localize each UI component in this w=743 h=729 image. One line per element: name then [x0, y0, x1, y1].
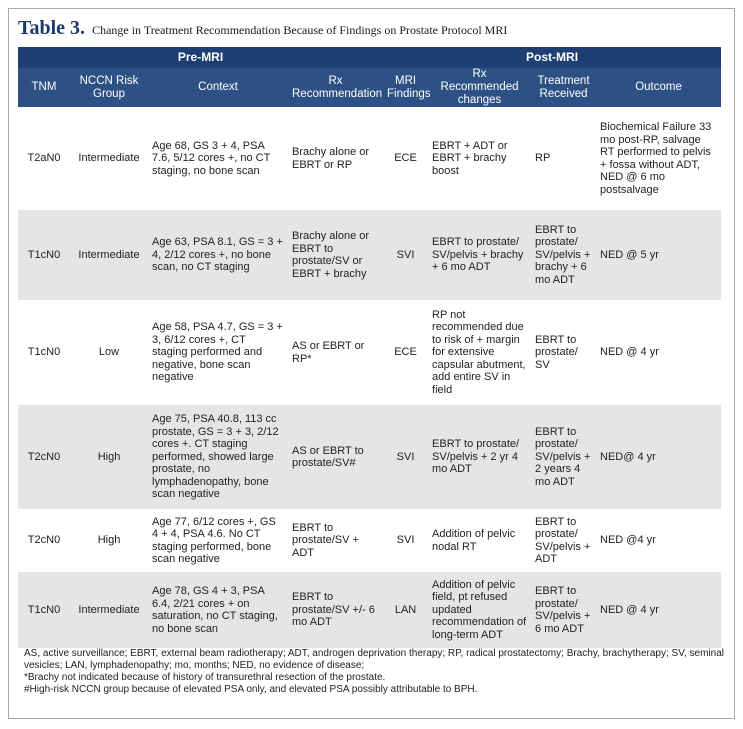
footnote-asterisk: *Brachy not indicated because of history of transurethral resection of the prostate. [24, 672, 386, 683]
cell-tnm: T2cN0 [18, 405, 70, 509]
column-header: Rx Recommended changes [428, 68, 531, 107]
column-header: MRI Findings [383, 68, 428, 107]
cell-rx-changes: Addition of pelvic nodal RT [428, 509, 531, 572]
cell-rx-changes: Addition of pelvic field, pt refused updated recommendation of long-term ADT [428, 572, 531, 648]
cell-treatment-received: EBRT to prostate/ SV/pelvis + 6 mo ADT [531, 572, 596, 648]
cell-risk-group: High [70, 405, 148, 509]
group-header-post: Post-MRI [383, 47, 721, 68]
cell-treatment-received: EBRT to prostate/ SV/pelvis + 2 years 4 mo ADT [531, 405, 596, 509]
cell-context: Age 77, 6/12 cores +, GS 4 + 4, PSA 4.6. No CT staging performed, bone scan negative [148, 509, 288, 572]
cell-tnm: T2cN0 [18, 509, 70, 572]
cell-rx-recommendation: Brachy alone or EBRT or RP [288, 107, 383, 210]
cell-treatment-received: EBRT to prostate/ SV/pelvis + brachy + 6 mo ADT [531, 210, 596, 300]
cell-rx-changes: EBRT to prostate/ SV/pelvis + brachy + 6 mo ADT [428, 210, 531, 300]
cell-outcome: NED @ 5 yr [596, 210, 721, 300]
cell-mri-findings: ECE [383, 300, 428, 405]
cell-tnm: T1cN0 [18, 572, 70, 648]
cell-rx-recommendation: Brachy alone or EBRT to prostate/SV or EBRT + brachy [288, 210, 383, 300]
cell-rx-changes: RP not recommended due to risk of + margin for extensive capsular abutment, add entire SV in field [428, 300, 531, 405]
table-label: Table 3. [18, 17, 86, 39]
group-header-pre: Pre-MRI [18, 47, 383, 68]
cell-treatment-received: EBRT to prostate/ SV/pelvis + ADT [531, 509, 596, 572]
cell-treatment-received: EBRT to prostate/ SV [531, 300, 596, 405]
table-title [18, 17, 507, 40]
cell-outcome: NED @ 4 yr [596, 572, 721, 648]
cell-context: Age 58, PSA 4.7, GS = 3 + 3, 6/12 cores +, CT staging performed and negative, bone scan negative [148, 300, 288, 405]
cell-risk-group: Intermediate [70, 210, 148, 300]
cell-outcome: NED@ 4 yr [596, 405, 721, 509]
table-row [18, 509, 721, 572]
column-header: NCCN Risk Group [70, 68, 148, 107]
table-row [18, 300, 721, 405]
treatment-table [18, 47, 721, 648]
cell-rx-recommendation: EBRT to prostate/SV + ADT [288, 509, 383, 572]
cell-treatment-received: RP [531, 107, 596, 210]
cell-rx-recommendation: AS or EBRT or RP* [288, 300, 383, 405]
table-row [18, 107, 721, 210]
cell-mri-findings: SVI [383, 210, 428, 300]
cell-context: Age 68, GS 3 + 4, PSA 7.6, 5/12 cores +, no CT staging, no bone scan [148, 107, 288, 210]
table-row [18, 405, 721, 509]
column-header: Treatment Received [531, 68, 596, 107]
cell-outcome: NED @ 4 yr [596, 300, 721, 405]
footnote-abbreviations: AS, active surveillance; EBRT, external beam radiotherapy; ADT, androgen deprivation therapy; RP, radical prostatectomy; Brachy, brachytherapy; SV, seminal vesicles; LAN, lymphadenopathy; mo, months; NED, no evidence of disease; [24, 648, 724, 671]
cell-mri-findings: SVI [383, 405, 428, 509]
column-header: Context [148, 68, 288, 107]
cell-outcome: NED @4 yr [596, 509, 721, 572]
table-row [18, 210, 721, 300]
cell-risk-group: Intermediate [70, 107, 148, 210]
cell-outcome: Biochemical Failure 33 mo post-RP, salvage RT performed to pelvis + fossa without ADT, NED @ 6 mo postsalvage [596, 107, 721, 210]
cell-rx-changes: EBRT + ADT or EBRT + brachy boost [428, 107, 531, 210]
cell-context: Age 78, GS 4 + 3, PSA 6.4, 2/21 cores + on saturation, no CT staging, no bone scan [148, 572, 288, 648]
cell-risk-group: High [70, 509, 148, 572]
column-header: TNM [18, 68, 70, 107]
cell-rx-changes: EBRT to prostate/ SV/pelvis + 2 yr 4 mo ADT [428, 405, 531, 509]
column-header: Outcome [596, 68, 721, 107]
cell-rx-recommendation: AS or EBRT to prostate/SV# [288, 405, 383, 509]
cell-tnm: T2aN0 [18, 107, 70, 210]
cell-risk-group: Low [70, 300, 148, 405]
cell-risk-group: Intermediate [70, 572, 148, 648]
table-caption: Change in Treatment Recommendation Because of Findings on Prostate Protocol MRI [92, 23, 508, 37]
cell-tnm: T1cN0 [18, 210, 70, 300]
column-header: Rx Recommendation [288, 68, 383, 107]
cell-mri-findings: SVI [383, 509, 428, 572]
cell-tnm: T1cN0 [18, 300, 70, 405]
cell-mri-findings: LAN [383, 572, 428, 648]
cell-mri-findings: ECE [383, 107, 428, 210]
cell-context: Age 63, PSA 8.1, GS = 3 + 4, 2/12 cores +, no bone scan, no CT staging [148, 210, 288, 300]
footnote-hash: #High-risk NCCN group because of elevated PSA only, and elevated PSA possibly attributable to BPH. [24, 684, 478, 695]
table-footnotes [24, 648, 724, 696]
table-row [18, 572, 721, 648]
cell-context: Age 75, PSA 40.8, 113 cc prostate, GS = 3 + 3, 2/12 cores +. CT staging performed, showed large prostate, no lymphadenopathy, bone scan negative [148, 405, 288, 509]
cell-rx-recommendation: EBRT to prostate/SV +/- 6 mo ADT [288, 572, 383, 648]
